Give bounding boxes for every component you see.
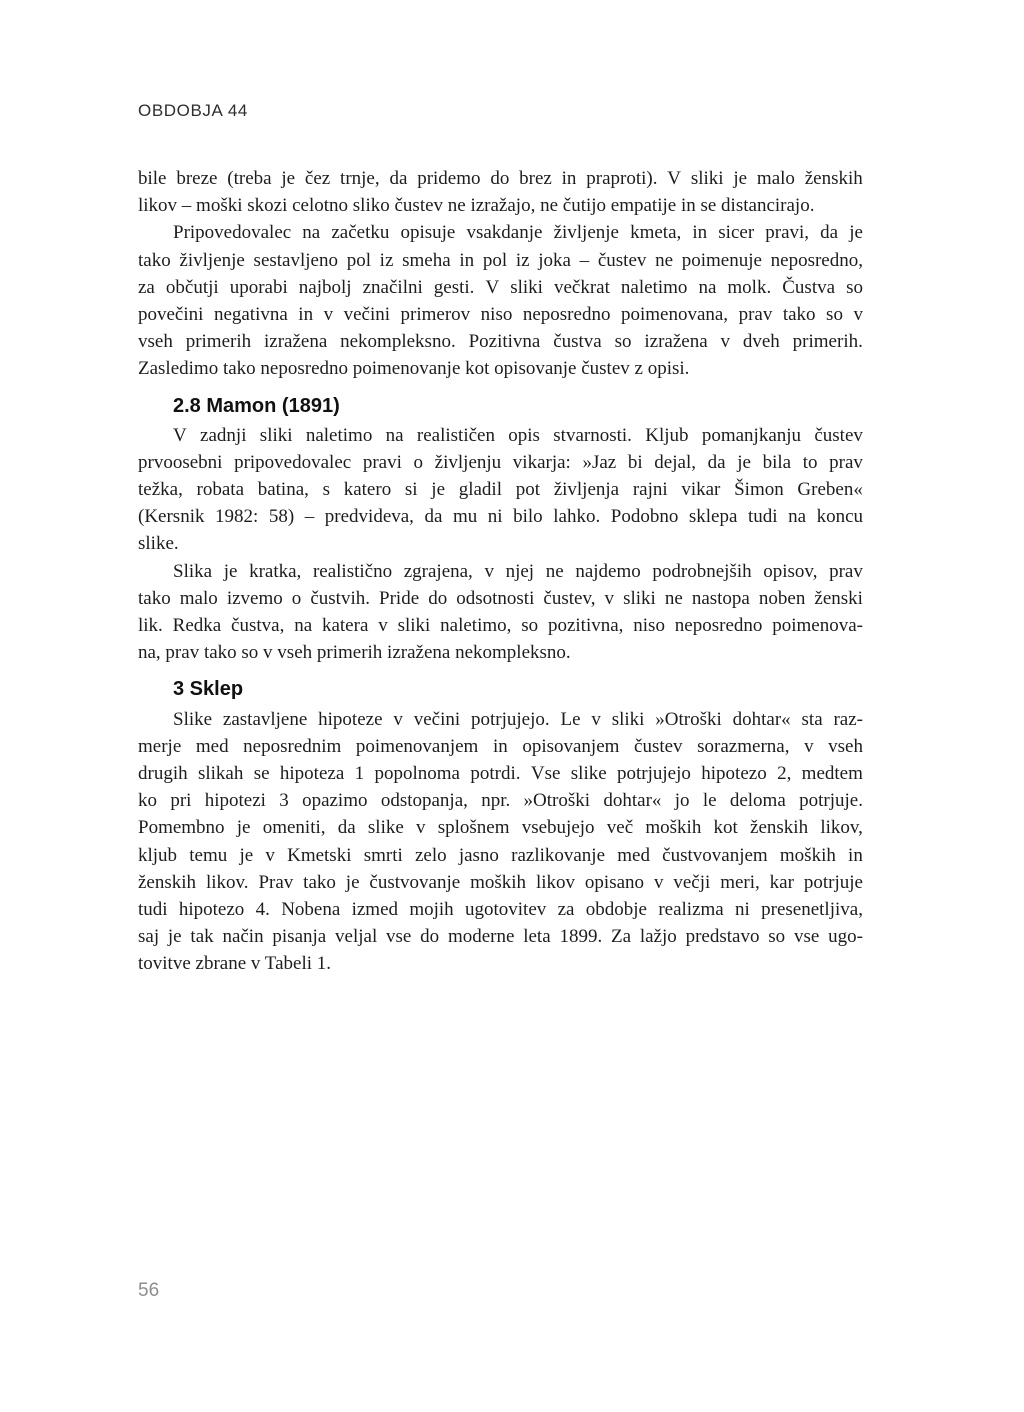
text-line: V zadnji sliki naletimo na realističen opis stvarnosti. Kljub pomanjkanju čustev — [173, 424, 863, 446]
text-line: na, prav tako so v vseh primerih izražena nekompleksno. — [138, 642, 571, 664]
section-heading: 2.8 Mamon (1891) — [173, 394, 340, 417]
text-line: (Kersnik 1982: 58) – predvideva, da mu ni bilo lahko. Podobno sklepa tudi na koncu — [138, 506, 863, 528]
text-line: drugih slikah se hipoteza 1 popolnoma potrdi. Vse slike potrjujejo hipotezo 2, medtem — [138, 762, 863, 784]
document-body — [138, 165, 863, 977]
text-line: tudi hipotezo 4. Nobena izmed mojih ugotovitev za obdobje realizma ni presenetljiva, — [138, 898, 863, 920]
text-line: tako življenje sestavljeno pol iz smeha in pol iz joka – čustev ne poimenuje neposredno, — [138, 249, 863, 271]
text-line: tako malo izvemo o čustvih. Pride do odsotnosti čustev, v sliki ne nastopa noben ženski — [138, 587, 863, 609]
text-line: slike. — [138, 533, 179, 555]
text-line: Zasledimo tako neposredno poimenovanje kot opisovanje čustev z opisi. — [138, 358, 690, 380]
text-line: merje med neposrednim poimenovanjem in opisovanjem čustev sorazmerna, v vseh — [138, 735, 863, 757]
page-number: 56 — [138, 1280, 160, 1301]
text-line: prvoosebni pripovedovalec pravi o življenju vikarja: »Jaz bi dejal, da je bila to prav — [138, 451, 863, 473]
text-line: ko pri hipotezi 3 opazimo odstopanja, npr. »Otroški dohtar« jo le deloma potrjuje. — [138, 790, 863, 812]
text-line: bile breze (treba je čez trnje, da pridemo do brez in praproti). V sliki je malo ženskih — [138, 168, 863, 189]
section-heading: 3 Sklep — [173, 678, 244, 701]
text-line: Slike zastavljene hipoteze v večini potrjujejo. Le v sliki »Otroški dohtar« sta raz- — [173, 708, 863, 730]
text-line: Pomembno je omeniti, da slike v splošnem vsebujejo več moških kot ženskih likov, — [138, 817, 863, 839]
text-line: ženskih likov. Prav tako je čustvovanje moških likov opisano v večji meri, kar potrjuje — [138, 871, 863, 893]
text-line: Slika je kratka, realistično zgrajena, v njej ne najdemo podrobnejših opisov, prav — [173, 560, 863, 582]
text-line: Pripovedovalec na začetku opisuje vsakdanje življenje kmeta, in sicer pravi, da je — [173, 222, 863, 244]
text-line: likov – moški skozi celotno sliko čustev ne izražajo, ne čutijo empatije in se distancirajo. — [138, 195, 815, 217]
text-line: težka, robata batina, s katero si je gladil pot življenja rajni vikar Šimon Greben« — [138, 479, 863, 501]
text-line: saj je tak način pisanja veljal vse do moderne leta 1899. Za lažjo predstavo so vse ugo- — [138, 926, 863, 948]
text-line: tovitve zbrane v Tabeli 1. — [138, 953, 332, 975]
text-line: lik. Redka čustva, na katera v sliki naletimo, so pozitivna, niso neposredno poimenova- — [138, 615, 863, 637]
text-line: za občutji uporabi najbolj značilni gesti. V sliki večkrat naletimo na molk. Čustva so — [138, 276, 863, 298]
text-line: kljub temu je v Kmetski smrti zelo jasno razlikovanje med čustvovanjem moških in — [138, 844, 863, 866]
text-line: povečini negativna in v večini primerov niso neposredno poimenovana, prav tako so v — [138, 303, 863, 325]
running-header: OBDOBJA 44 — [138, 101, 248, 120]
text-line: vseh primerih izražena nekompleksno. Pozitivna čustva so izražena v dveh primerih. — [138, 331, 863, 353]
